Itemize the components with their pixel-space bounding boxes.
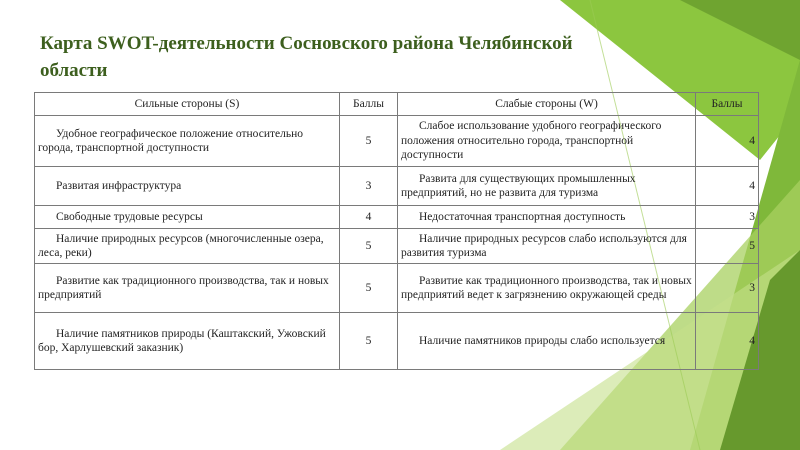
header-weaknesses: Слабые стороны (W) — [398, 93, 696, 116]
swot-table — [34, 92, 759, 370]
weakness-cell: Развитие как традиционного производства, так и новых предприятий ведет к загрязнению окружающей среды — [398, 264, 696, 313]
weakness-cell: Слабое использование удобного географического положения относительно города, транспортной доступности — [398, 116, 696, 167]
weakness-score-cell: 3 — [696, 264, 759, 313]
table-row — [35, 229, 759, 264]
header-strength-score: Баллы — [340, 93, 398, 116]
strength-score-cell: 5 — [340, 229, 398, 264]
strength-cell: Наличие памятников природы (Каштакский, Ужовский бор, Харлушевский заказник) — [35, 313, 340, 370]
weakness-cell: Недостаточная транспортная доступность — [398, 206, 696, 229]
strength-score-cell: 3 — [340, 167, 398, 206]
strength-score-cell: 4 — [340, 206, 398, 229]
weakness-score-cell: 4 — [696, 167, 759, 206]
header-strengths: Сильные стороны (S) — [35, 93, 340, 116]
strength-cell: Удобное географическое положение относительно города, транспортной доступности — [35, 116, 340, 167]
weakness-score-cell: 3 — [696, 206, 759, 229]
strength-score-cell: 5 — [340, 313, 398, 370]
strength-cell: Развитая инфраструктура — [35, 167, 340, 206]
weakness-score-cell: 4 — [696, 116, 759, 167]
page-title: Карта SWOT-деятельности Сосновского района Челябинской области — [40, 33, 573, 81]
strength-cell: Свободные трудовые ресурсы — [35, 206, 340, 229]
weakness-cell: Наличие природных ресурсов слабо используются для развития туризма — [398, 229, 696, 264]
strength-score-cell: 5 — [340, 264, 398, 313]
weakness-score-cell: 4 — [696, 313, 759, 370]
table-header-row — [35, 93, 759, 116]
strength-cell: Развитие как традиционного производства, так и новых предприятий — [35, 264, 340, 313]
table-row — [35, 116, 759, 167]
table-row — [35, 206, 759, 229]
strength-score-cell: 5 — [340, 116, 398, 167]
table-row — [35, 167, 759, 206]
weakness-score-cell: 5 — [696, 229, 759, 264]
weakness-cell: Развита для существующих промышленных предприятий, но не развита для туризма — [398, 167, 696, 206]
table-row — [35, 313, 759, 370]
strength-cell: Наличие природных ресурсов (многочисленные озера, леса, реки) — [35, 229, 340, 264]
table-row — [35, 264, 759, 313]
weakness-cell: Наличие памятников природы слабо используется — [398, 313, 696, 370]
header-weakness-score: Баллы — [696, 93, 759, 116]
